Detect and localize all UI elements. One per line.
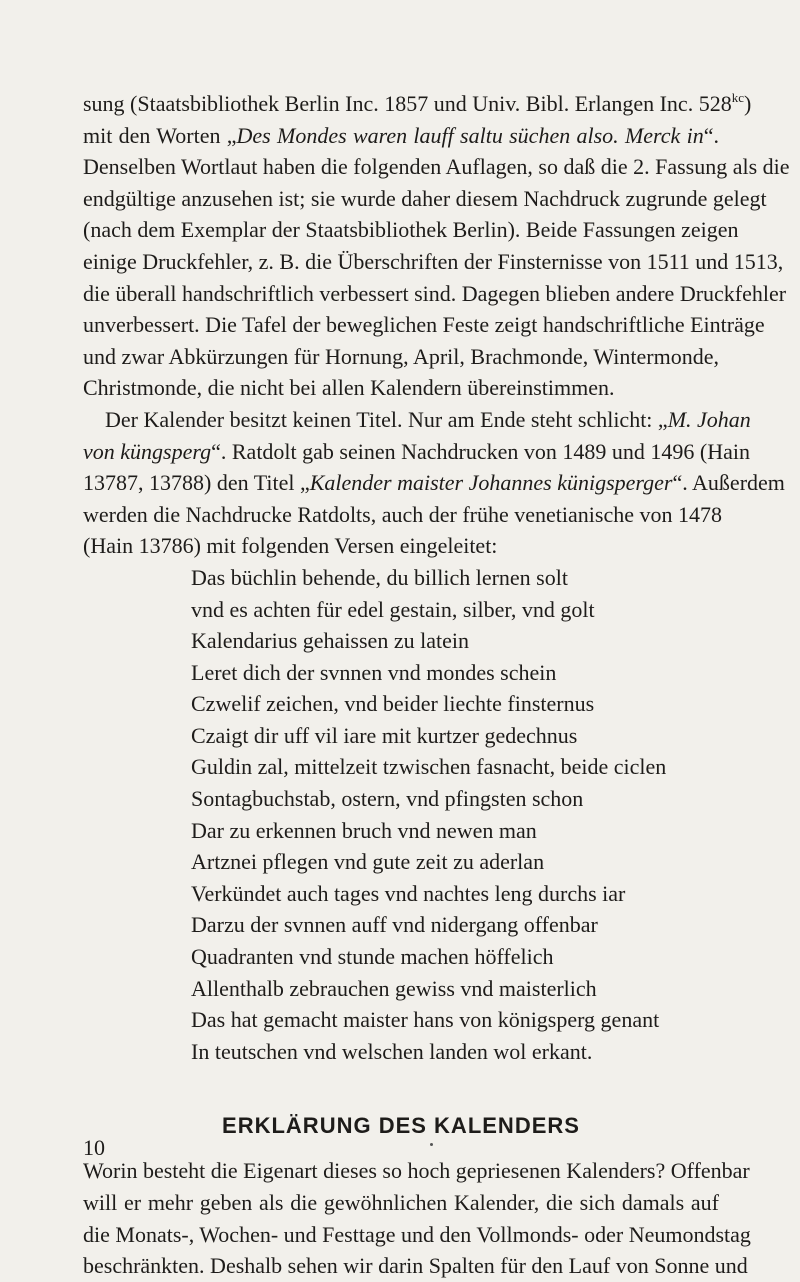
quote-italic: Kalender maister Johannes künigsperger [309, 470, 673, 496]
text-line: Der Kalender besitzt keinen Titel. Nur am Ende steht schlicht: „M. Johan [105, 406, 751, 432]
verse-line: Das büchlin behende, du billich lernen solt [191, 564, 568, 590]
verse-line: Verkündet auch tages vnd nachtes leng durchs iar [191, 880, 626, 906]
verse-line: Dar zu erkennen bruch vnd newen man [191, 817, 537, 843]
verse-line: Czwelif zeichen, vnd beider liechte finsternus [191, 691, 595, 717]
text-line: und zwar Abkürzungen für Hornung, April, Brachmonde, Wintermonde, [83, 343, 719, 369]
verse-line: Sontagbuchstab, ostern, vnd pfingsten schon [191, 786, 584, 812]
verse-line: Kalendarius gehaissen zu latein [191, 628, 469, 654]
verse-line: Artznei pflegen vnd gute zeit zu aderlan [191, 849, 545, 875]
text-line: endgültige anzusehen ist; sie wurde daher diesem Nachdruck zugrunde gelegt [83, 185, 767, 211]
text-line: mit den Worten „Des Mondes waren lauff saltu süchen also. Merck in“. [83, 122, 719, 148]
verse-line: Quadranten vnd stunde machen höffelich [191, 944, 554, 970]
paragraph-1 [83, 88, 790, 404]
quote-italic: M. Johan [667, 406, 751, 432]
quote-italic: Des Mondes waren lauff saltu süchen also. Merck in [236, 122, 704, 148]
print-speck [430, 1143, 433, 1146]
text-line: Denselben Wortlaut haben die folgenden Auflagen, so daß die 2. Fassung als die [83, 154, 790, 180]
verse-line: vnd es achten für edel gestain, silber, vnd golt [191, 596, 595, 622]
text-line: (nach dem Exemplar der Staatsbibliothek Berlin). Beide Fassungen zeigen [83, 217, 739, 243]
verse-line: Leret dich der svnnen vnd mondes schein [191, 659, 557, 685]
text-line: will er mehr geben als die gewöhnlichen Kalender, die sich damals auf [83, 1190, 719, 1215]
text-line: werden die Nachdrucke Ratdolts, auch der frühe venetianische von 1478 [83, 501, 722, 527]
verse-line: Das hat gemacht maister hans von königsperg genant [191, 1007, 660, 1033]
verse-line: In teutschen vnd welschen landen wol erkant. [191, 1038, 593, 1064]
text-line: Christmonde, die nicht bei allen Kalendern übereinstimmen. [83, 375, 615, 401]
verse-line: Allenthalb zebrauchen gewiss vnd maisterlich [191, 975, 597, 1001]
text-line: Worin besteht die Eigenart dieses so hoch gepriesenen Kalenders? Offenbar [83, 1158, 750, 1184]
text-line: sung (Staatsbibliothek Berlin Inc. 1857 und Univ. Bibl. Erlangen Inc. $528^{kc}$) [83, 90, 752, 116]
text-line: unverbessert. Die Tafel der beweglichen Feste zeigt handschriftliche Einträge [83, 312, 765, 338]
verse-line: Czaigt dir uff vil iare mit kurtzer gedechnus [191, 722, 578, 748]
text-line: die überall handschriftlich verbessert sind. Dagegen blieben andere Druckfehler [83, 280, 787, 306]
verse-line: Guldin zal, mittelzeit tzwischen fasnacht, beide ciclen [191, 754, 667, 780]
page-number: 10 [83, 1135, 105, 1160]
text-line: 13787, 13788) den Titel „Kalender maister Johannes künigsperger“. Außerdem [83, 470, 785, 496]
text-line: die Monats-, Wochen- und Festtage und den Vollmonds- oder Neumondstag [83, 1221, 751, 1247]
text-line: einige Druckfehler, z. B. die Überschriften der Finsternisse von 1511 und 1513, [83, 248, 784, 274]
text-line: beschränkten. Deshalb sehen wir darin Spalten für den Lauf von Sonne und [83, 1253, 748, 1279]
page-body [83, 88, 790, 1282]
section-heading: ERKLÄRUNG DES KALENDERS [222, 1113, 580, 1139]
verse-block [83, 562, 719, 1068]
text-line: von küngsperg“. Ratdolt gab seinen Nachdrucken von 1489 und 1496 (Hain [83, 438, 750, 464]
text-line: (Hain 13786) mit folgenden Versen eingeleitet: [83, 533, 498, 559]
paragraph-2 [83, 404, 785, 562]
verse-line: Darzu der svnnen auff vnd nidergang offenbar [191, 912, 598, 938]
paragraph-3 [83, 1155, 751, 1281]
quote-italic: von küngsperg [83, 438, 212, 464]
